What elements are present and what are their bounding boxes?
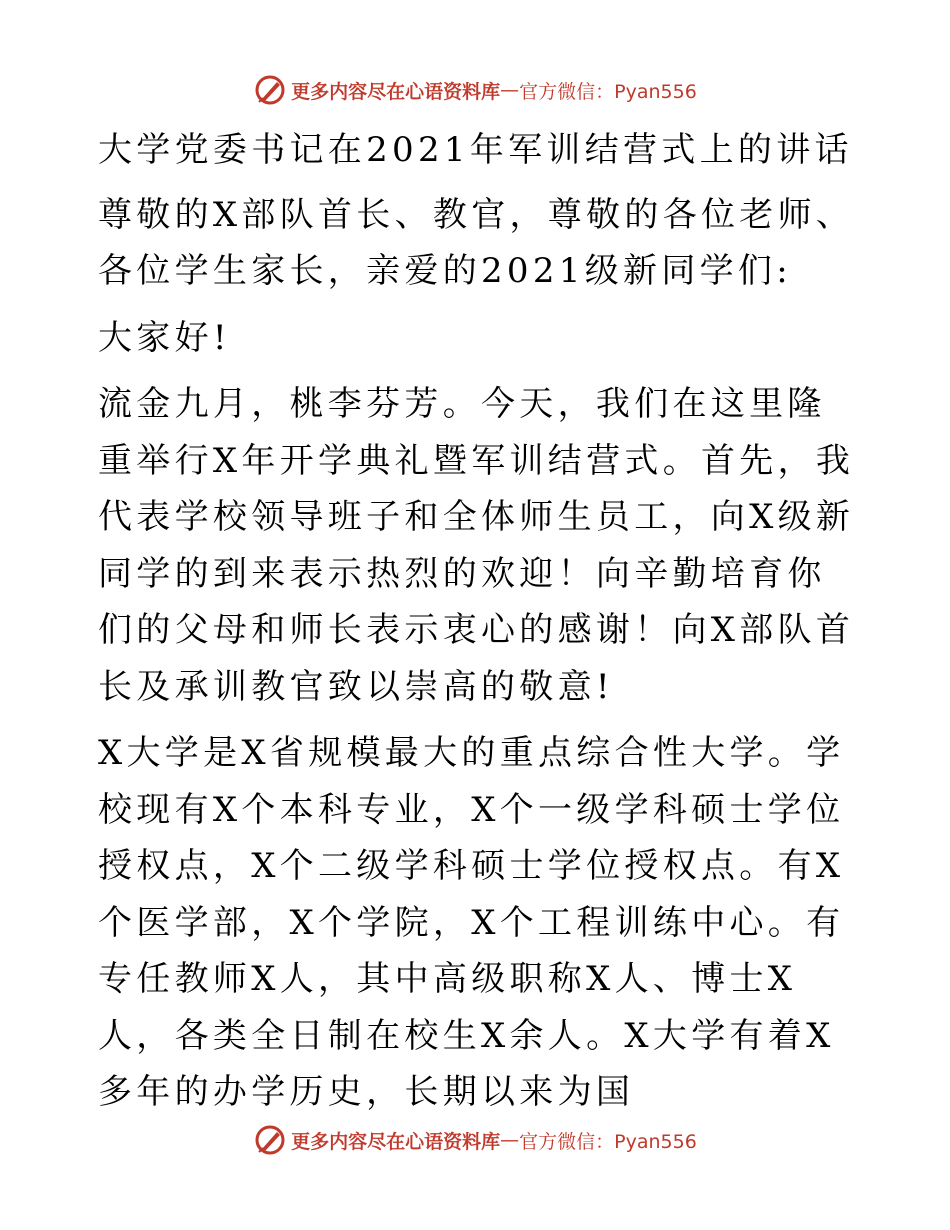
banner-wechat-text: 官方微信：Pyan556 xyxy=(519,1130,697,1153)
quill-logo-icon xyxy=(253,73,287,107)
banner-separator: — xyxy=(500,79,520,101)
banner-main-text: 更多内容尽在心语资料库 xyxy=(291,80,501,103)
banner-wechat-text: 官方微信：Pyan556 xyxy=(519,80,697,103)
banner-separator: — xyxy=(500,1129,520,1151)
header-watermark-banner xyxy=(0,70,950,110)
quill-logo-icon xyxy=(253,1123,287,1157)
paragraph-university-intro: X大学是X省规模最大的重点综合性大学。学校现有X个本科专业，X个一级学科硕士学位授权点，X个二级学科硕士学位授权点。有X个医学部，X个学院，X个工程训练中心。有专任教师X人，其中高级职称X人、博士X人，各类全日制在校生X余人。X大学有着X多年的办学历史，长期以来为国 xyxy=(98,733,845,1112)
paragraph-hello: 大家好! xyxy=(98,317,231,358)
document-title: 大学党委书记在2021年军训结营式上的讲话 xyxy=(98,130,853,170)
paragraph-welcome: 流金九月，桃李芬芳。今天，我们在这里隆重举行X年开学典礼暨军训结营式。首先，我代表学校领导班子和全体师生员工，向X级新同学的到来表示热烈的欢迎！向辛勤培育你们的父母和师长表示衷心的感谢！向X部队首长及承训教官致以崇高的敬意! xyxy=(98,384,855,707)
footer-watermark-banner xyxy=(0,1120,950,1160)
document-body xyxy=(98,122,858,1131)
banner-main-text: 更多内容尽在心语资料库 xyxy=(291,1130,501,1153)
paragraph-greeting-recipients: 尊敬的X部队首长、教官，尊敬的各位老师、各位学生家长，亲爱的2021级新同学们: xyxy=(98,194,855,291)
